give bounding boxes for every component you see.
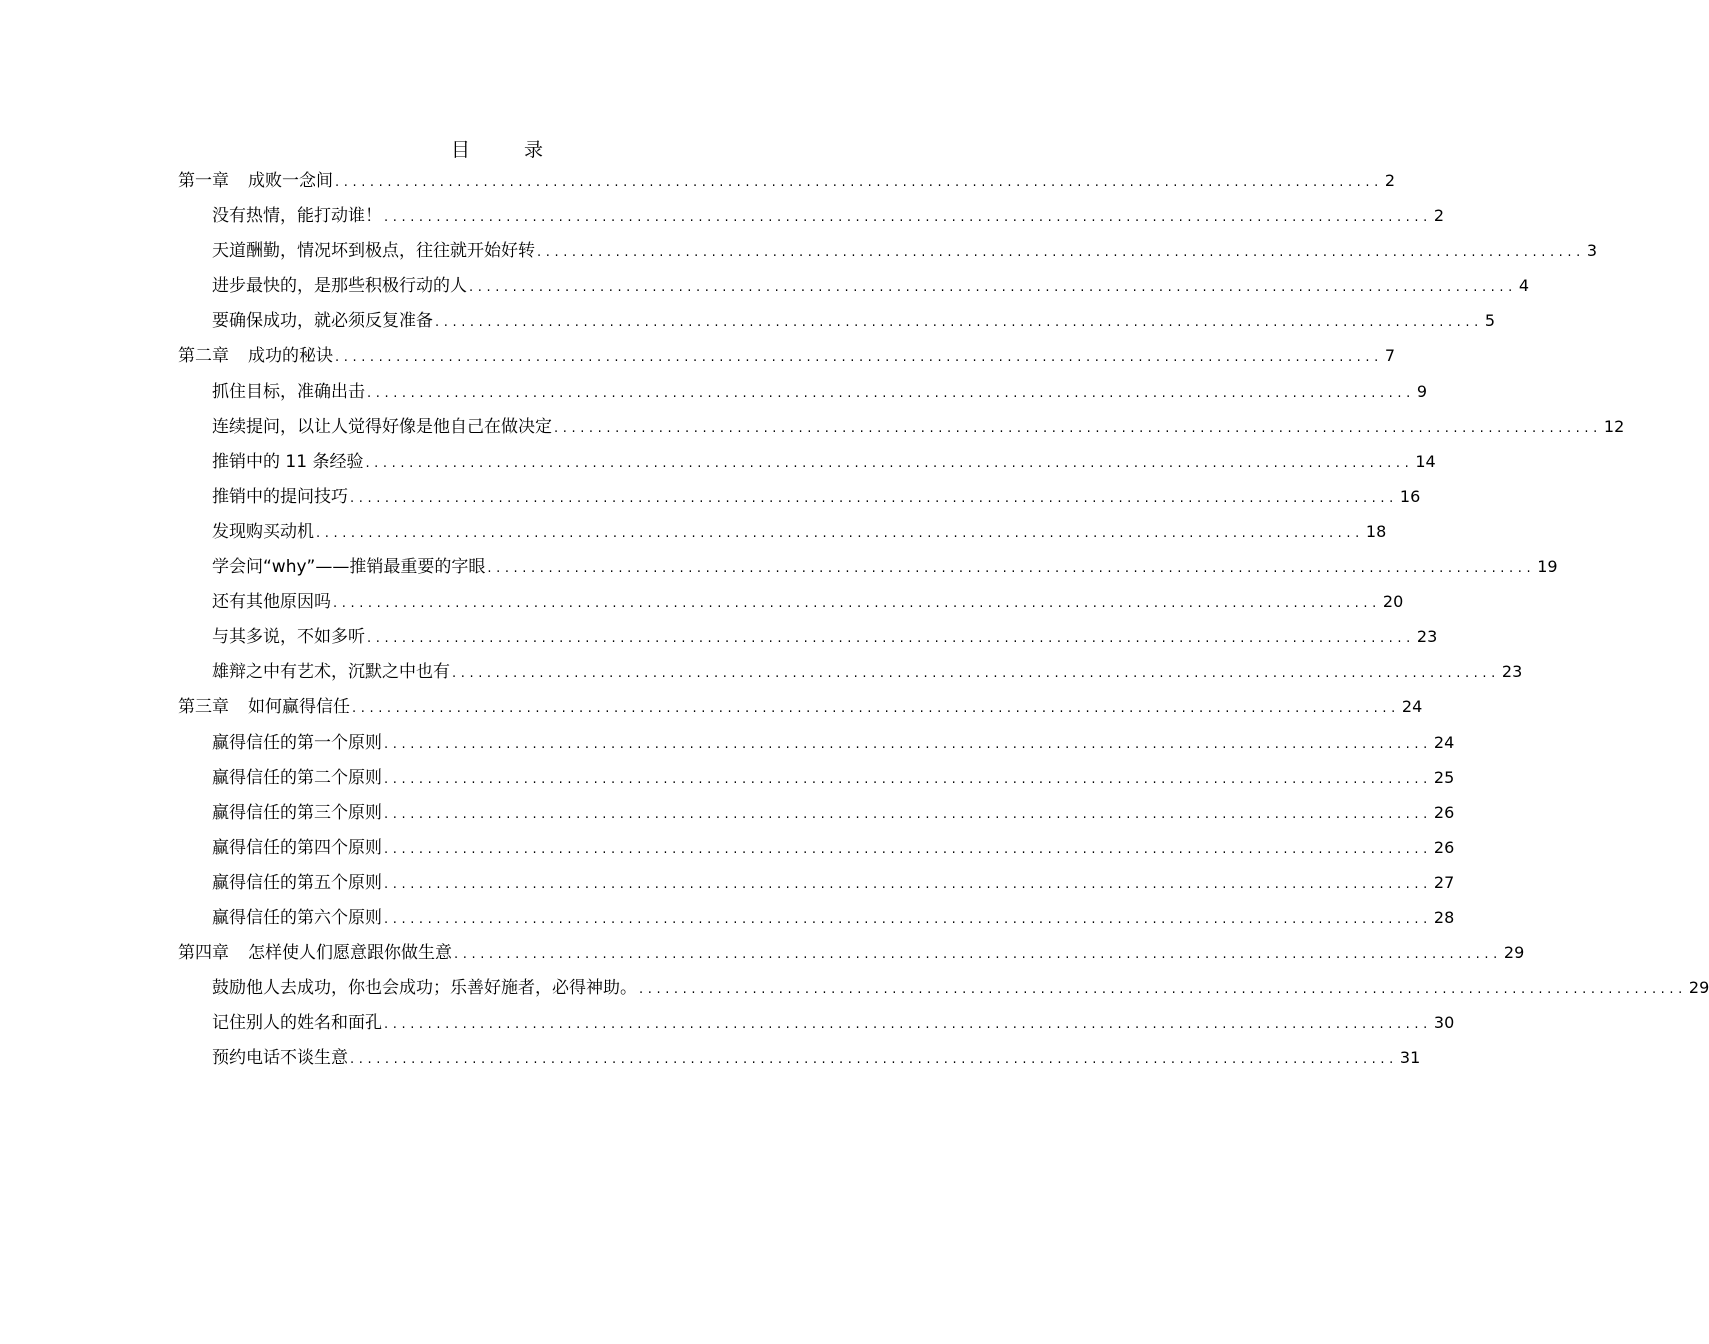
toc-entry-label	[212, 870, 382, 896]
toc-entry-title: 雄辩之中有艺术，沉默之中也有	[212, 662, 450, 683]
toc-entry-title: 鼓励他人去成功，你也会成功；乐善好施者，必得神助。	[212, 978, 637, 999]
toc-section-entry[interactable]	[178, 905, 1455, 940]
toc-section-entry[interactable]	[178, 870, 1455, 905]
toc-dot-leader: ........................................................................................................................	[335, 350, 1383, 366]
toc-dot-leader: ........................................................................................................................	[333, 596, 1381, 612]
toc-dot-leader: ........................................................................................................................	[384, 1017, 1432, 1033]
toc-section-entry[interactable]	[178, 1045, 1421, 1080]
toc-page-number: 18	[1365, 521, 1387, 541]
toc-dot-leader: ........................................................................................................................	[537, 245, 1585, 261]
toc-entry-label	[212, 765, 382, 791]
toc-page-number: 28	[1433, 907, 1455, 927]
toc-dot-leader: ........................................................................................................................	[316, 525, 1364, 541]
toc-page-number: 2	[1384, 171, 1396, 190]
toc-dot-leader: ........................................................................................................................	[384, 210, 1432, 226]
toc-entry-title: 学会问“why”——推销最重要的字眼	[212, 557, 486, 578]
toc-page-number: 2	[1433, 206, 1445, 226]
toc-page-number: 14	[1415, 451, 1436, 471]
toc-dot-leader: ........................................................................................................................	[639, 982, 1687, 998]
toc-page-number: 31	[1399, 1048, 1421, 1068]
toc-section-entry[interactable]	[178, 273, 1530, 308]
toc-entry-label	[178, 694, 350, 720]
toc-page-number: 26	[1433, 802, 1455, 822]
toc-entry-title: 赢得信任的第三个原则	[212, 802, 382, 823]
toc-entry-title: 记住别人的姓名和面孔	[212, 1013, 382, 1034]
toc-entry-label	[212, 554, 485, 580]
toc-section-entry[interactable]	[178, 1010, 1455, 1045]
toc-section-entry[interactable]	[178, 554, 1558, 589]
toc-chapter-entry[interactable]	[178, 168, 1396, 203]
toc-entry-title: 赢得信任的第二个原则	[212, 767, 382, 788]
toc-page-number: 12	[1603, 416, 1625, 436]
toc-page-number: 23	[1416, 627, 1438, 647]
toc-dot-leader: ........................................................................................................................	[384, 736, 1432, 752]
toc-entry-title: 怎样使人们愿意跟你做生意	[248, 943, 452, 964]
toc-section-entry[interactable]	[178, 308, 1496, 343]
toc-page-number: 29	[1503, 943, 1525, 963]
toc-chapter-number: 第二章	[178, 346, 229, 367]
toc-dot-leader: ........................................................................................................................	[469, 280, 1517, 296]
toc-entry-label	[212, 273, 467, 299]
toc-entry-label	[212, 203, 382, 229]
toc-dot-leader: ........................................................................................................................	[350, 490, 1398, 506]
toc-entry-label	[212, 379, 365, 405]
toc-entry-label	[212, 624, 365, 650]
toc-entry-title: 进步最快的，是那些积极行动的人	[212, 276, 467, 297]
toc-dot-leader: ........................................................................................................................	[384, 876, 1432, 892]
toc-chapter-number: 第三章	[178, 697, 229, 718]
toc-section-entry[interactable]	[178, 203, 1445, 238]
toc-page-number: 9	[1416, 381, 1428, 401]
toc-chapter-entry[interactable]	[178, 343, 1396, 378]
toc-section-entry[interactable]	[178, 519, 1387, 554]
toc-page-number: 24	[1401, 697, 1423, 717]
toc-entry-title: 赢得信任的第六个原则	[212, 907, 382, 928]
toc-section-entry[interactable]	[178, 765, 1455, 800]
toc-entry-label	[178, 168, 333, 194]
toc-entry-title: 预约电话不谈生意	[212, 1048, 348, 1069]
toc-entry-title: 发现购买动机	[212, 521, 314, 542]
toc-entry-label	[212, 1045, 348, 1071]
toc-page-number: 24	[1433, 732, 1455, 752]
toc-section-entry[interactable]	[178, 589, 1404, 624]
table-of-contents	[178, 168, 1709, 1080]
toc-dot-leader: ........................................................................................................................	[384, 841, 1432, 857]
toc-entry-title: 赢得信任的第一个原则	[212, 732, 382, 753]
toc-entry-label	[212, 519, 314, 545]
toc-page-number: 3	[1586, 241, 1598, 261]
toc-dot-leader: ........................................................................................................................	[454, 947, 1502, 963]
toc-dot-leader: ........................................................................................................................	[435, 315, 1483, 331]
toc-entry-label	[212, 449, 363, 475]
toc-entry-label	[212, 589, 331, 615]
toc-entry-title: 还有其他原因吗	[212, 592, 331, 613]
toc-page-number: 26	[1433, 837, 1455, 857]
toc-entry-title: 成功的秘诀	[248, 346, 333, 367]
toc-chapter-entry[interactable]	[178, 940, 1525, 975]
toc-page-number: 25	[1433, 767, 1455, 787]
toc-dot-leader: ........................................................................................................................	[384, 911, 1432, 927]
toc-section-entry[interactable]	[178, 484, 1421, 519]
toc-entry-label	[212, 905, 382, 931]
toc-entry-label	[178, 343, 333, 369]
toc-entry-title: 抓住目标，准确出击	[212, 381, 365, 402]
toc-entry-label	[212, 730, 382, 756]
toc-page-number: 27	[1433, 872, 1455, 892]
toc-entry-title: 要确保成功，就必须反复准备	[212, 311, 433, 332]
toc-chapter-number: 第一章	[178, 171, 229, 191]
toc-page-number: 30	[1433, 1013, 1455, 1033]
toc-entry-title: 推销中的 11 条经验	[212, 451, 364, 472]
toc-entry-title: 连续提问，以让人觉得好像是他自己在做决定	[212, 416, 552, 437]
toc-dot-leader: ........................................................................................................................	[335, 175, 1383, 190]
toc-section-entry[interactable]	[178, 975, 1709, 1010]
toc-entry-label	[178, 940, 452, 966]
toc-dot-leader: ........................................................................................................................	[554, 420, 1602, 436]
toc-entry-title: 成败一念间	[248, 171, 333, 191]
toc-section-entry[interactable]	[178, 414, 1625, 449]
toc-entry-label	[212, 238, 535, 264]
toc-section-entry[interactable]	[178, 449, 1436, 484]
toc-section-entry[interactable]	[178, 624, 1438, 659]
toc-page-number: 16	[1399, 486, 1421, 506]
toc-entry-title: 推销中的提问技巧	[212, 486, 348, 507]
toc-section-entry[interactable]	[178, 835, 1455, 870]
toc-page-number: 5	[1484, 311, 1496, 331]
toc-dot-leader: ........................................................................................................................	[352, 701, 1400, 717]
toc-page-number: 29	[1688, 978, 1709, 998]
toc-entry-label	[212, 308, 433, 334]
toc-dot-leader: ........................................................................................................................	[367, 631, 1415, 647]
toc-dot-leader: ........................................................................................................................	[384, 806, 1432, 822]
toc-page-number: 7	[1384, 346, 1396, 366]
toc-chapter-number: 第四章	[178, 943, 229, 964]
toc-entry-label	[212, 414, 552, 440]
toc-entry-title: 赢得信任的第五个原则	[212, 872, 382, 893]
toc-page-number: 23	[1501, 662, 1523, 682]
toc-page-number: 20	[1382, 592, 1404, 612]
toc-title: 目 录	[450, 139, 568, 161]
toc-entry-label	[212, 975, 637, 1001]
toc-dot-leader: ........................................................................................................................	[384, 771, 1432, 787]
toc-section-entry[interactable]	[178, 379, 1428, 414]
toc-page-number: 4	[1518, 276, 1530, 296]
toc-section-entry[interactable]	[178, 730, 1455, 765]
toc-entry-title: 天道酬勤，情况坏到极点，往往就开始好转	[212, 241, 535, 262]
toc-entry-label	[212, 800, 382, 826]
toc-entry-title: 与其多说，不如多听	[212, 627, 365, 648]
toc-dot-leader: ........................................................................................................................	[487, 561, 1536, 577]
toc-section-entry[interactable]	[178, 238, 1598, 273]
toc-entry-title: 没有热情，能打动谁！	[212, 206, 382, 227]
toc-page-number: 19	[1537, 557, 1558, 577]
toc-entry-label	[212, 484, 348, 510]
toc-dot-leader: ........................................................................................................................	[452, 666, 1500, 682]
toc-entry-label	[212, 1010, 382, 1036]
toc-entry-label	[212, 659, 450, 685]
toc-chapter-entry[interactable]	[178, 694, 1423, 729]
toc-dot-leader: ........................................................................................................................	[350, 1052, 1398, 1068]
toc-section-entry[interactable]	[178, 659, 1523, 694]
toc-dot-leader: ........................................................................................................................	[365, 455, 1414, 471]
toc-entry-title: 如何赢得信任	[248, 697, 350, 718]
toc-dot-leader: ........................................................................................................................	[367, 385, 1415, 401]
toc-section-entry[interactable]	[178, 800, 1455, 835]
toc-entry-label	[212, 835, 382, 861]
toc-entry-title: 赢得信任的第四个原则	[212, 837, 382, 858]
